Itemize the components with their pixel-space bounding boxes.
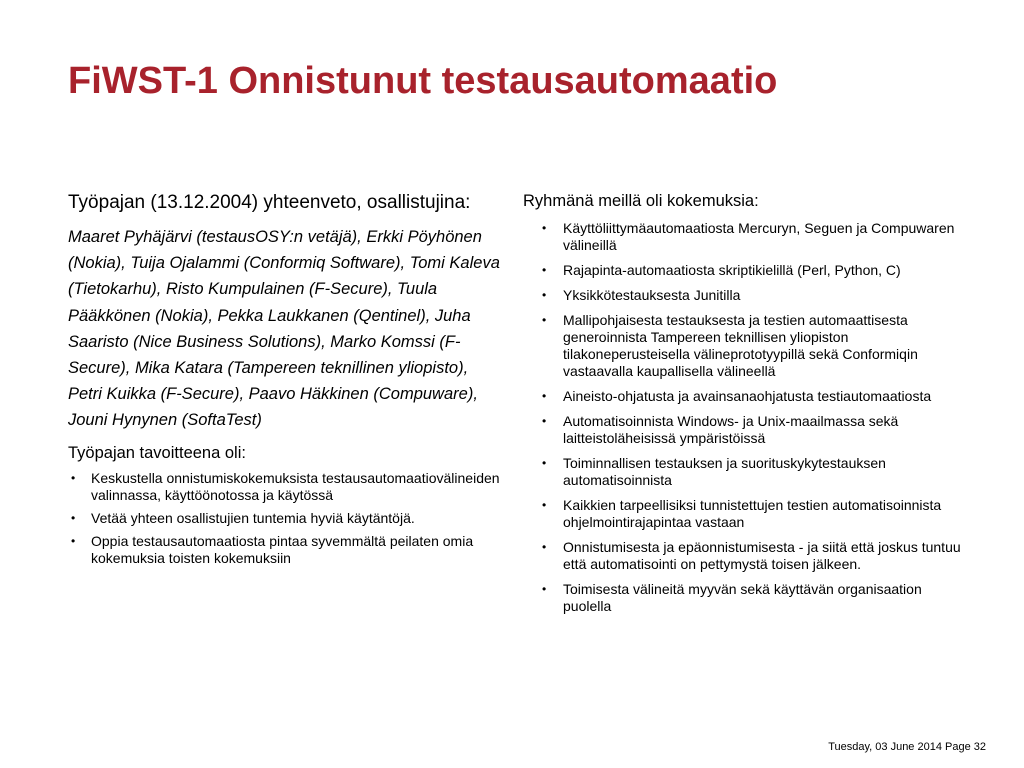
goal-text: Oppia testausautomaatiosta pintaa syvemmältä peilaten omia kokemuksia toisten kokemuksiin: [91, 532, 474, 566]
goal-text: Keskustella onnistumiskokemuksista testausautomaatiovälineiden valinnassa, käyttöönotossa ja käytössä: [91, 469, 500, 503]
bullet-icon: •: [542, 456, 547, 470]
list-item: [523, 581, 963, 615]
goals-list: [68, 470, 500, 567]
experience-text: Toiminnallisen testauksen ja suorituskykytestauksen automatisoinnista: [563, 455, 886, 488]
list-item: [523, 287, 963, 304]
experience-list: [523, 220, 963, 615]
bullet-icon: •: [542, 221, 547, 235]
experience-text: Käyttöliittymäautomaatiosta Mercuryn, Seguen ja Compuwaren välineillä: [563, 220, 955, 253]
bullet-icon: •: [542, 540, 547, 554]
bullet-icon: •: [542, 263, 547, 277]
left-column: [68, 187, 500, 573]
goals-heading: Työpajan tavoitteena oli:: [68, 443, 246, 462]
right-column: [523, 191, 963, 623]
list-item: [523, 455, 963, 489]
experience-text: Aineisto-ohjatusta ja avainsanaohjatusta testiautomaatiosta: [563, 388, 932, 404]
list-item: [523, 388, 963, 405]
experience-text: Rajapinta-automaatiosta skriptikielillä (Perl, Python, C): [563, 262, 901, 278]
bullet-icon: •: [542, 288, 547, 302]
bullet-icon: •: [71, 510, 76, 525]
list-item: [523, 497, 963, 531]
experience-text: Mallipohjaisesta testauksesta ja testien automaattisesta generoinnista Tampereen teknillisen yliopiston tilakoneperusteisella välineprototyypillä sekä Conformiqin vastaavalla kaupallisella välineellä: [563, 312, 918, 379]
bullet-icon: •: [71, 533, 76, 548]
experience-text: Yksikkötestauksesta Junitilla: [563, 287, 741, 303]
goal-text: Vetää yhteen osallistujien tuntemia hyviä käytäntöjä.: [91, 509, 415, 526]
list-item: [68, 533, 500, 567]
bullet-icon: •: [542, 414, 547, 428]
experience-heading: Ryhmänä meillä oli kokemuksia:: [523, 192, 759, 210]
experience-text: Automatisoinnista Windows- ja Unix-maailmassa sekä laitteistoläheisissä ympäristöissä: [563, 413, 899, 446]
bullet-icon: •: [71, 470, 76, 485]
experience-text: Onnistumisesta ja epäonnistumisesta - ja siitä että joskus tuntuu että automatisointi on pettymystä toisen jälkeen.: [563, 539, 961, 572]
list-item: [523, 312, 963, 380]
bullet-icon: •: [542, 313, 547, 327]
list-item: [523, 413, 963, 447]
list-item: [523, 539, 963, 573]
slide-title: FiWST-1 Onnistunut testausautomaatio: [68, 60, 778, 102]
bullet-icon: •: [542, 582, 547, 596]
list-item: [68, 470, 500, 504]
list-item: [523, 220, 963, 254]
list-item: [68, 510, 500, 527]
experience-text: Kaikkien tarpeellisiksi tunnistettujen testien automatisoinnista ohjelmointirajapintaa vastaan: [563, 497, 942, 530]
workshop-intro: Työpajan (13.12.2004) yhteenveto, osallistujina:: [68, 192, 471, 213]
participants-list: Maaret Pyhäjärvi (testausOSY:n vetäjä), Erkki Pöyhönen (Nokia), Tuija Ojalammi (Conformiq Software), Tomi Kaleva (Tietokarhu), Risto Kumpulainen (F-Secure), Tuula Pääkkönen (Nokia), Pekka Laukkanen (Qentinel), Juha Saaristo (Nice Business Solutions), Marko Komssi (F-Secure), Mika Katara (Tampereen teknillinen yliopisto), Petri Kuikka (F-Secure), Paavo Häkkinen (Compuware), Jouni Hynynen (SoftaTest): [68, 228, 500, 430]
list-item: [523, 262, 963, 279]
bullet-icon: •: [542, 389, 547, 403]
bullet-icon: •: [542, 498, 547, 512]
slide-footer: Tuesday, 03 June 2014 Page 32: [828, 741, 986, 753]
experience-text: Toimisesta välineitä myyvän sekä käyttävän organisaation puolella: [563, 581, 922, 614]
